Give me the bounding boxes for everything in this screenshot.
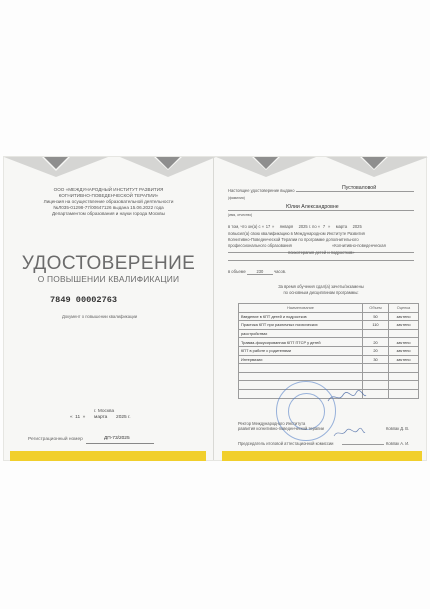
table-row [239, 321, 419, 330]
program-name-1: «Когнитивно-поведенческая [332, 243, 386, 248]
rector-line-1: Ректор Международного Института [238, 421, 306, 426]
certificate-title: УДОСТОВЕРЕНИЕ [21, 253, 196, 274]
name-caption: (имя, отчество) [228, 213, 253, 217]
period-to-year: 25 [357, 224, 362, 229]
org-line-3: Лицензия на осуществление образовательной деятельности [43, 199, 174, 204]
left-page [4, 157, 213, 460]
holder-name: Юлии Александровне [286, 204, 339, 210]
table-header-row [239, 304, 419, 313]
studied-line-2: по основным дисциплинам программы: [283, 290, 359, 295]
volume-prefix: в объеме [228, 269, 246, 274]
discipline-grade: зачтено [389, 346, 419, 355]
discipline-name: Интервизии [239, 355, 363, 364]
commission-label: Председатель итоговой аттестационной комиссии [238, 441, 334, 446]
document-type-label: Документ о повышении квалификации [62, 314, 138, 319]
commission-signature [332, 427, 366, 439]
holder-surname: Пустоваловой [342, 185, 377, 191]
table-row [239, 346, 419, 355]
header-grade: Оценка [389, 304, 419, 313]
registration-number: ДП-73/2025 [104, 436, 130, 441]
date-year: 25 [121, 415, 127, 420]
holder-label: Настоящее удостоверение выдано [228, 188, 295, 193]
discipline-grade: зачтено [389, 321, 419, 330]
program-name-2: психотерапия детей и подростков» [288, 250, 355, 255]
date-year-suffix: г. [128, 415, 131, 420]
para-line-3: профессионального образования [228, 243, 292, 248]
empty-cell [363, 364, 389, 373]
volume-hours: 230 [247, 269, 273, 275]
discipline-grade: зачтено [389, 355, 419, 364]
rector-signature [326, 389, 368, 405]
commission-sign-line [342, 444, 384, 445]
discipline-name: КПТ в работе с родителями [239, 346, 363, 355]
discipline-grade: зачтено [389, 338, 419, 347]
right-page [214, 157, 428, 460]
table-row [239, 312, 419, 321]
date-day: 11 [75, 415, 81, 420]
discipline-hours: 50 [363, 312, 389, 321]
table-row [239, 329, 419, 338]
org-line-1: ООО «МЕЖДУНАРОДНЫЙ ИНСТИТУТ РАЗВИТИЯ [53, 187, 164, 192]
period-to-day: 7 [322, 224, 326, 229]
empty-cell [363, 372, 389, 381]
header-name: Наименование [239, 304, 363, 313]
volume-line [228, 269, 286, 275]
study-period: в том, что он(а) с « 17 » января 2025 г. по « 7 » марта 2025 [228, 224, 362, 229]
date-quote-close: » [82, 415, 86, 420]
empty-cell [239, 372, 363, 381]
header-hours: Объем [363, 304, 389, 313]
surname-line [296, 191, 414, 192]
discipline-name: расстройствах [239, 329, 363, 338]
para-line-2: Когнитивно-Поведенческой Терапии по программе дополнительного [228, 237, 359, 242]
period-from-century: 20 [298, 224, 304, 229]
table-row [239, 338, 419, 347]
empty-table-row [239, 364, 419, 373]
para-line-1: повысил(а) свою квалификацию в Международном Институте Развития [228, 231, 365, 236]
table-row [239, 355, 419, 364]
date-year-prefix: 20 [116, 415, 122, 420]
empty-table-row [239, 372, 419, 381]
period-prefix: в том, что он(а) с « [228, 224, 265, 229]
discipline-hours: 20 [363, 346, 389, 355]
empty-cell [239, 364, 363, 373]
rector-line-2: развития когнитивно-поведенческой терапии [238, 426, 324, 431]
period-to-century: 20 [352, 224, 358, 229]
studied-line-1: За время обучения сдал(а) зачеты/экзамены [278, 284, 364, 289]
discipline-name: Введение в КПТ детей и подростков [239, 312, 363, 321]
registration-label: Регистрационный номер [28, 437, 83, 442]
discipline-hours: 110 [363, 321, 389, 330]
surname-caption: (фамилия) [228, 196, 245, 200]
date-month: марта [94, 415, 108, 420]
issue-date [70, 415, 131, 420]
empty-cell [389, 381, 419, 390]
serial-number: 7849 00002763 [50, 295, 118, 305]
period-to-month: марта [335, 224, 348, 229]
period-from-month: января [279, 224, 294, 229]
discipline-grade: зачтено [389, 312, 419, 321]
city-label: г. Москва [94, 409, 115, 414]
period-to-prefix: г. по « [308, 224, 321, 229]
discipline-grade [389, 329, 419, 338]
org-line-5: Департаментом образования и науки города Москвы [52, 211, 165, 216]
period-from-day: 17 [265, 224, 271, 229]
period-from-year: 25 [303, 224, 308, 229]
certificate-subtitle: О ПОВЫШЕНИИ КВАЛИФИКАЦИИ [37, 274, 180, 284]
discipline-hours: 30 [363, 355, 389, 364]
volume-suffix: часов. [274, 269, 287, 274]
empty-cell [389, 389, 419, 398]
discipline-name: Практика КПТ при различных психических [239, 321, 363, 330]
empty-cell [389, 364, 419, 373]
org-line-4: №Л035-01298-77/00647126 выдана 15.06.2022 года [53, 205, 164, 210]
program-line-2 [228, 260, 414, 261]
empty-cell [389, 372, 419, 381]
discipline-hours: 20 [363, 338, 389, 347]
certificate-spread [3, 156, 427, 461]
discipline-hours [363, 329, 389, 338]
rector-name: Ковпак Д. В. [386, 426, 410, 431]
commission-name: Ковпак А. И. [386, 441, 410, 446]
discipline-name: Травма-фокусированная КПТ ПТСР у детей [239, 338, 363, 347]
disciplines-table [238, 303, 419, 399]
date-quote-open: « [70, 415, 73, 420]
org-line-2: КОГНИТИВНО-ПОВЕДЕНЧЕСКОЙ ТЕРАПИИ» [58, 193, 159, 198]
name-line [228, 210, 414, 211]
